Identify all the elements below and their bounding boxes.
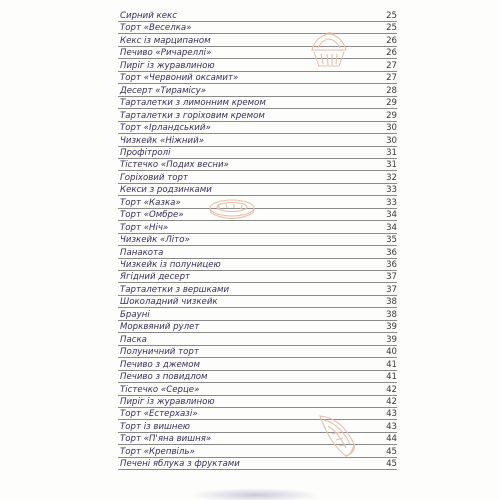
toc-entry-page-number: 32 [386,172,397,183]
toc-entry-page-number: 25 [386,11,397,21]
toc-entry[interactable] [118,134,397,147]
toc-entry[interactable] [118,109,397,122]
toc-entry-page-number: 42 [386,396,397,407]
toc-entry[interactable] [118,71,397,84]
toc-entry[interactable] [118,84,397,97]
toc-entry-title: Торт «Ірландський» [120,123,211,134]
toc-entry-page-number: 34 [386,210,397,221]
toc-entry-page-number: 36 [386,247,397,258]
toc-entry-title: Торт «П'яна вишня» [120,434,212,445]
toc-entry[interactable] [118,308,397,321]
toc-entry[interactable] [118,258,397,271]
toc-entry[interactable] [118,295,397,308]
toc-entry-title: Торт «Червоний оксамит» [120,73,239,84]
toc-entry-page-number: 39 [386,334,397,345]
toc-entry[interactable] [118,208,397,221]
toc-entry-title: Торт «Казка» [120,197,181,208]
toc-entry[interactable] [118,59,397,72]
toc-entry[interactable] [118,21,397,34]
toc-entry-title: Сирний кекс [120,11,177,21]
toc-entry-page-number: 40 [386,347,397,358]
toc-entry-page-number: 38 [386,309,397,320]
toc-entry[interactable] [118,432,397,445]
toc-entry-title: Паска [120,334,147,345]
toc-entry-title: Профітролі [120,147,171,158]
toc-entry[interactable] [118,221,397,234]
toc-entry-title: Кекси з родзинками [120,185,212,196]
toc-entry-title: Чизкейк «Літо» [120,235,190,246]
toc-entry-title: Торт «Веселка» [120,23,192,34]
toc-entry-page-number: 26 [386,35,397,46]
toc-entry-page-number: 30 [386,135,397,146]
toc-entry-title: Горіховий торт [120,172,188,183]
toc-entry[interactable] [118,9,397,22]
toc-entry[interactable] [118,383,397,396]
toc-entry[interactable] [118,320,397,333]
toc-entry-page-number: 35 [386,235,397,246]
toc-entry-page-number: 29 [386,98,397,109]
toc-entry[interactable] [118,233,397,246]
toc-entry[interactable] [118,345,397,358]
toc-entry-title: Шоколадний чизкейк [120,297,218,308]
toc-entry-page-number: 45 [386,459,397,470]
toc-entry[interactable] [118,370,397,383]
toc-entry-title: Пиріг із журавлиною [120,60,215,71]
toc-entry-title: Торт «Омбре» [120,210,184,221]
toc-entry[interactable] [118,183,397,196]
toc-entry-page-number: 39 [386,322,397,333]
toc-entry-page-number: 43 [386,409,397,420]
toc-entry[interactable] [118,46,397,59]
toc-entry[interactable] [118,457,397,470]
toc-entry-page-number: 29 [386,110,397,121]
toc-entry-page-number: 37 [386,272,397,283]
toc-entry-title: Кекс із марципаном [120,35,211,46]
toc-entry-page-number: 36 [386,260,397,270]
toc-entry[interactable] [118,358,397,371]
toc-entry-page-number: 27 [386,60,397,71]
toc-entry-title: Тарталетки з лимонним кремом [120,98,266,109]
toc-entry-title: Печиво з джемом [120,359,200,370]
toc-entry-title: Морквяний рулет [120,322,200,333]
toc-entry-page-number: 41 [386,359,397,370]
toc-entry-page-number: 45 [386,446,397,457]
toc-entry-title: Печиво «Ричареллі» [120,48,212,59]
toc-entry[interactable] [118,146,397,159]
toc-entry[interactable] [118,333,397,346]
toc-entry-page-number: 34 [386,222,397,233]
toc-entry-title: Печені яблука з фруктами [120,459,240,470]
toc-entry-title: Тістечко «Подих весни» [120,160,229,171]
toc-entry-page-number: 37 [386,284,397,295]
binding-shadow [190,488,320,500]
toc-entry-title: Тарталетки з вершками [120,284,230,295]
toc-entry-page-number: 31 [386,160,397,171]
toc-entry[interactable] [118,270,397,283]
toc-entry[interactable] [118,158,397,171]
toc-entry-title: Торт «Крепвіль» [120,446,195,457]
toc-entry[interactable] [118,96,397,109]
toc-entry-page-number: 27 [386,73,397,84]
toc-entry[interactable] [118,121,397,134]
toc-entry-title: Полуничний торт [120,347,199,358]
toc-entry-page-number: 33 [386,197,397,208]
toc-entry-page-number: 25 [386,23,397,34]
toc-entry[interactable] [118,445,397,458]
toc-entry-page-number: 33 [386,185,397,196]
toc-entry-title: Пиріг із журавлиною [120,396,215,407]
toc-entry-page-number: 42 [386,384,397,395]
toc-entry-title: Панакота [120,247,164,258]
toc-entry-title: Печиво з повидлом [120,372,208,383]
toc-entry-page-number: 41 [386,372,397,383]
toc-entry-page-number: 28 [386,85,397,96]
toc-entry-page-number: 43 [386,421,397,432]
toc-entry-title: Ягідний десерт [120,272,191,283]
toc-entry-title: Чизкейк «Ніжний» [120,135,205,146]
toc-entry-title: Чизкейк із полуницею [120,260,221,270]
toc-entry-page-number: 31 [386,147,397,158]
toc-entry-title: Торт із вишнею [120,421,191,432]
toc-entry[interactable] [118,283,397,296]
toc-entry-page-number: 44 [386,434,397,445]
toc-entry-title: Торт «Ніч» [120,222,169,233]
toc-entry[interactable] [118,246,397,259]
toc-entry-page-number: 30 [386,123,397,134]
toc-entry[interactable] [118,171,397,184]
toc-entry[interactable] [118,196,397,209]
toc-entry-title: Тістечко «Серце» [120,384,200,395]
toc-entry-page-number: 26 [386,48,397,59]
toc-entry-page-number: 38 [386,297,397,308]
toc-entry-title: Брауні [120,309,150,320]
toc-entry[interactable] [118,407,397,420]
toc-entry-title: Тарталетки з горіховим кремом [120,110,265,121]
toc-entry-title: Десерт «Тирамісу» [120,85,207,96]
toc-entry-title: Торт «Естерхазі» [120,409,198,420]
toc-entry[interactable] [118,420,397,433]
toc-entry[interactable] [118,395,397,408]
toc-entry[interactable] [118,34,397,47]
